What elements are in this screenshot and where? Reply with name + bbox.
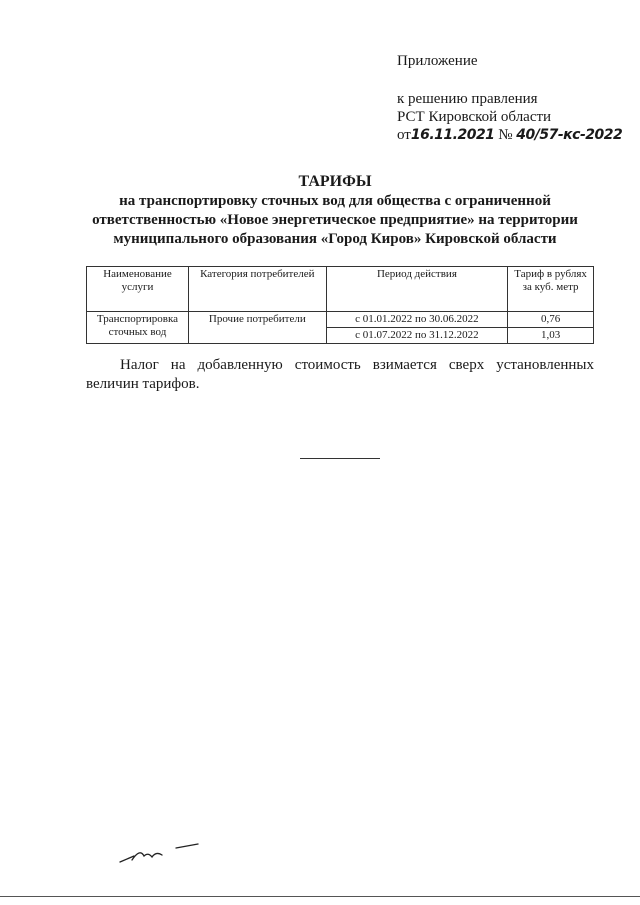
cell-tariff: 0,76 [508,312,594,328]
signature-mark [118,838,208,868]
page-bottom-rule [0,896,640,897]
table-header-row [87,267,594,312]
cell-service: Транспортировка сточных вод [87,312,189,344]
tariff-table [86,266,594,344]
appendix-line-2: РСТ Кировской области [397,109,552,125]
appendix-label: Приложение [397,53,478,69]
header-category: Категория потребителей [188,267,326,312]
from-prefix: от [397,127,411,143]
decision-number: 40/57-кс-2022 [516,127,623,143]
vat-note: Налог на добавленную стоимость взимается сверх установленных величин тарифов. [86,357,594,392]
cell-period: с 01.01.2022 по 30.06.2022 [326,312,508,328]
cell-category: Прочие потребители [188,312,326,344]
cell-period: с 01.07.2022 по 31.12.2022 [326,328,508,344]
table-row [87,312,594,328]
appendix-date-line [397,126,622,144]
document-title [70,172,600,249]
header-service: Наименование услуги [87,267,189,312]
appendix-block [397,52,622,144]
cell-tariff: 1,03 [508,328,594,344]
header-period: Период действия [326,267,508,312]
title-main: ТАРИФЫ [298,173,372,190]
header-tariff: Тариф в рублях за куб. метр [508,267,594,312]
title-sub: на транспортировку сточных вод для общества с ограниченной ответственностью «Новое энергетическое предприятие» на территории муниципального образования «Город Киров» Кировской области [92,193,578,247]
divider-line [300,458,380,459]
number-sign: № [498,127,513,143]
appendix-line-1: к решению правления [397,91,538,107]
decision-date: 16.11.2021 [410,127,495,143]
